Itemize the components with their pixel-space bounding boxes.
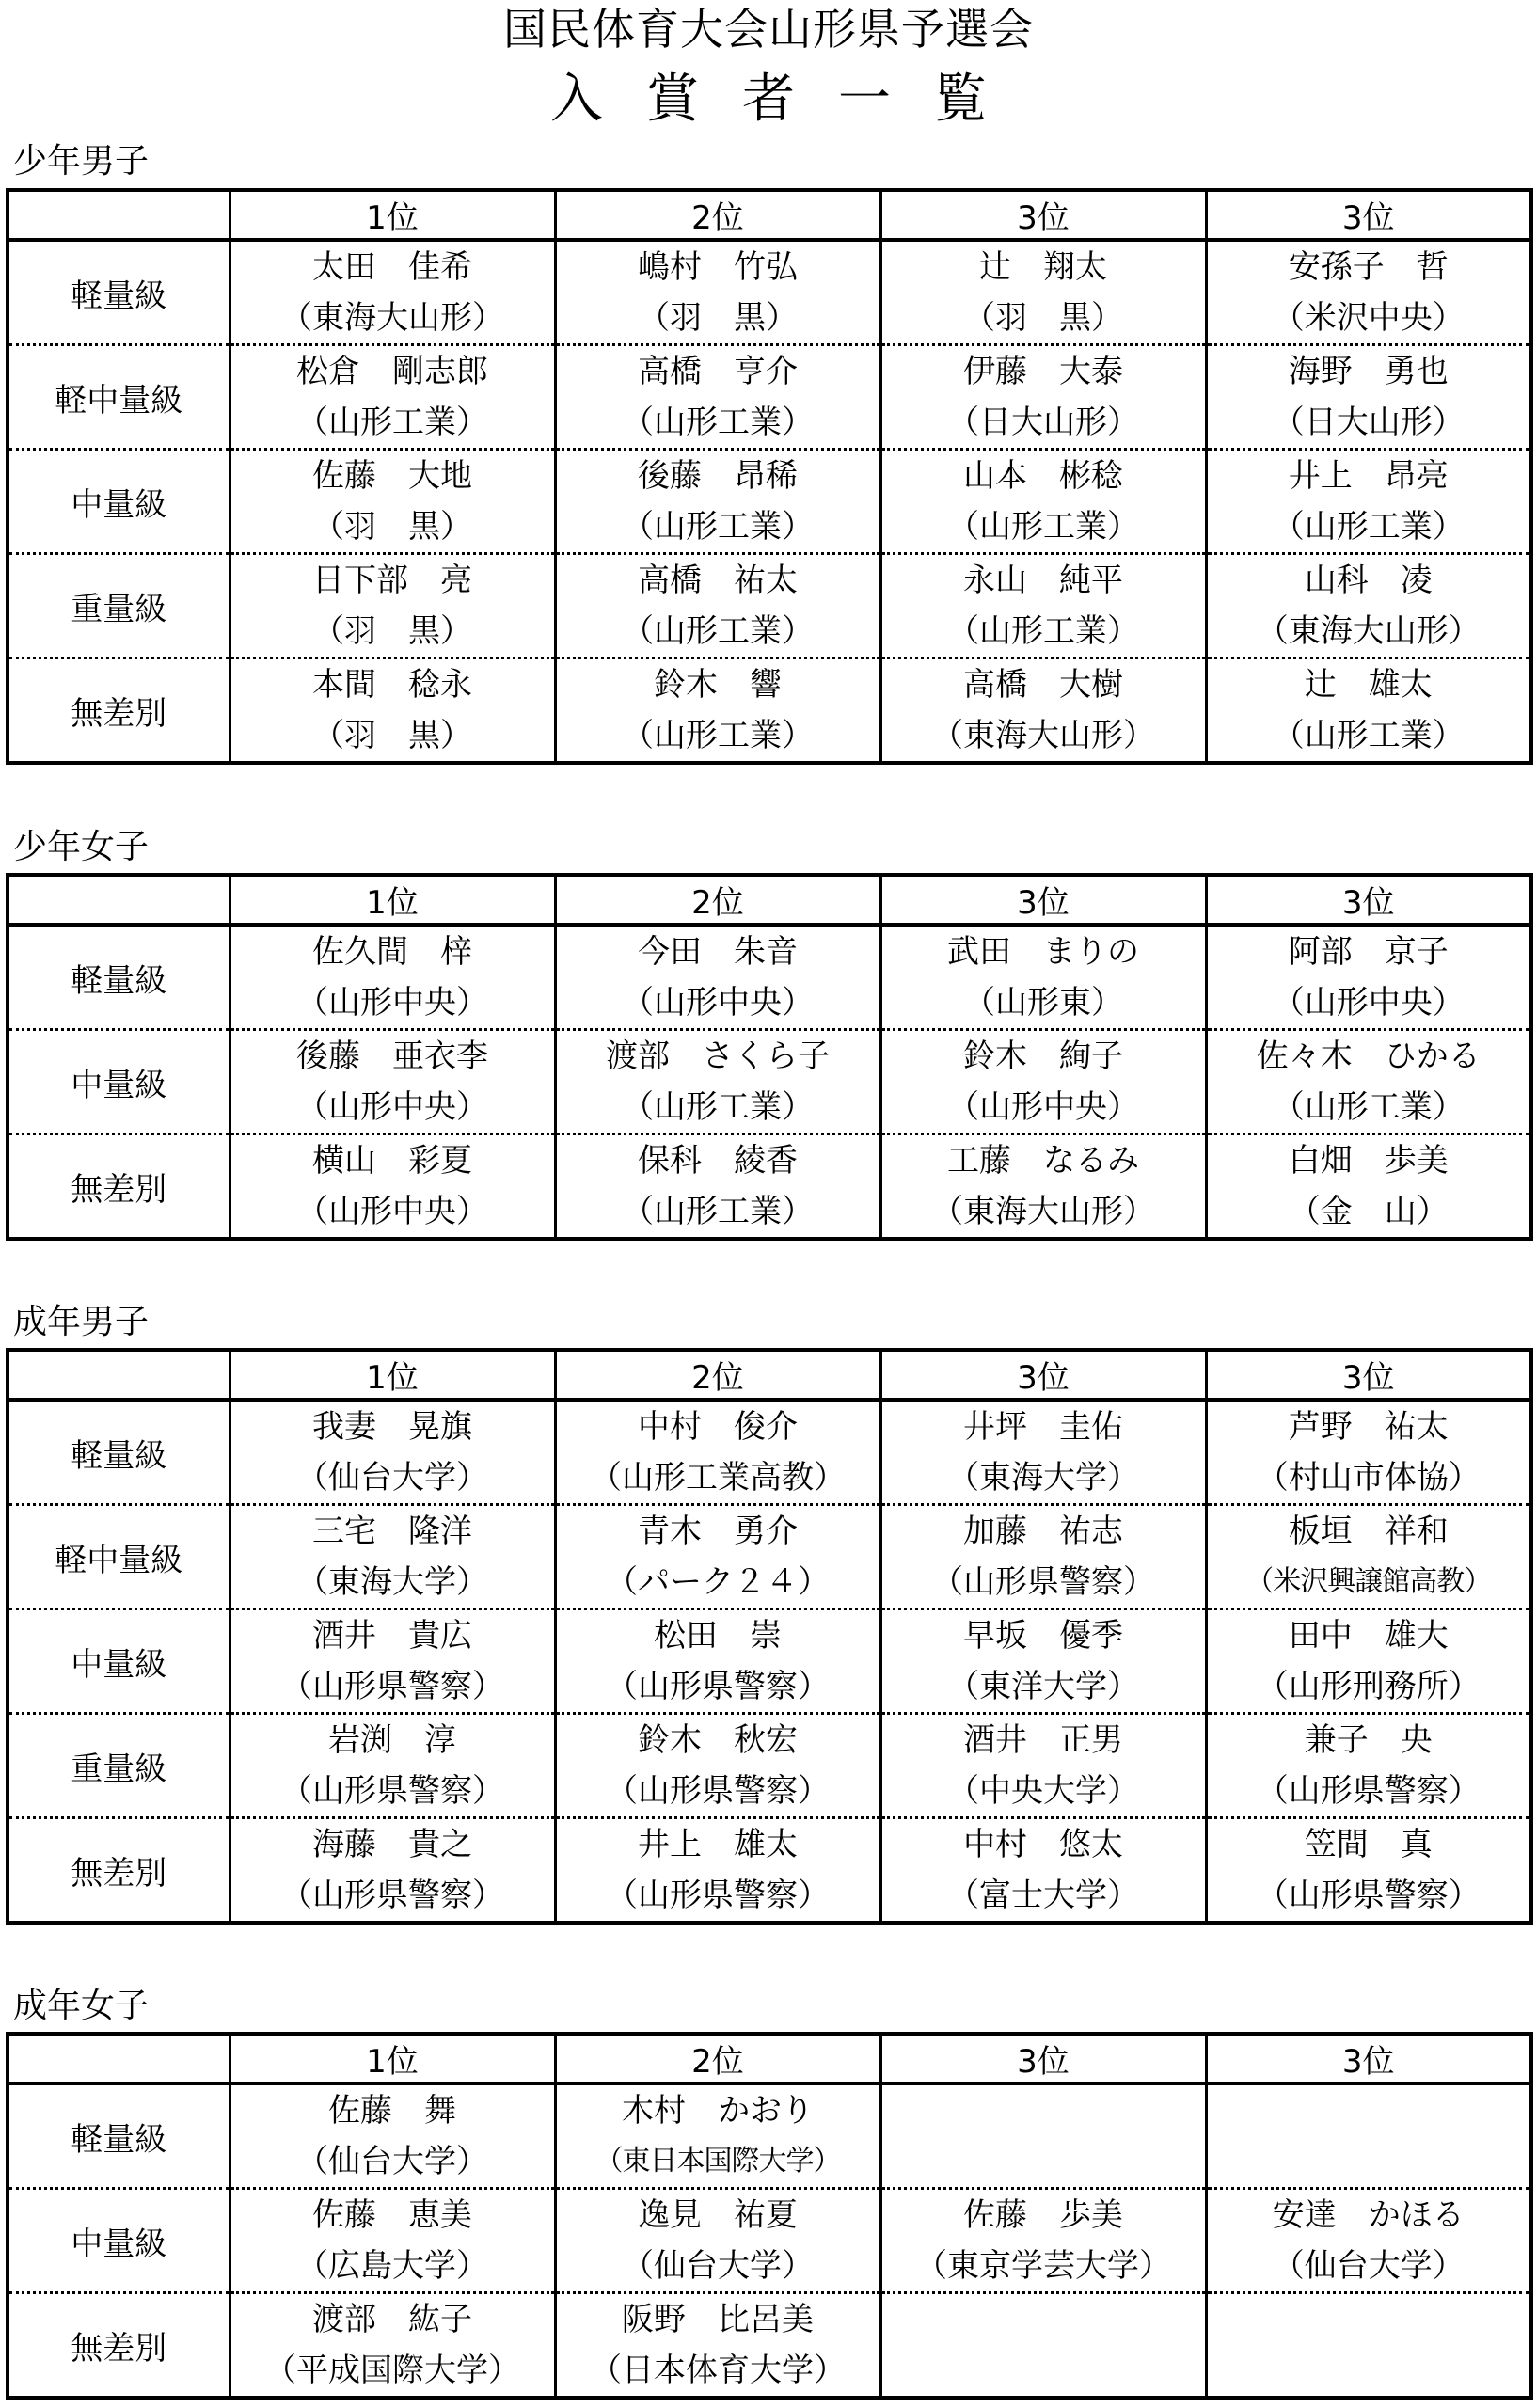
weight-class: 中量級: [8, 1030, 230, 1134]
header-rank: 3位: [880, 1350, 1206, 1400]
athlete-name: 佐藤 舞: [328, 2092, 456, 2130]
affiliation: （平成国際大学）: [264, 2352, 520, 2389]
athlete-name: 井坪 圭佑: [963, 1408, 1123, 1446]
athlete-name: 辻 雄太: [1304, 666, 1433, 704]
result-cell: [880, 1818, 1206, 1924]
affiliation: （山形県警察）: [280, 1877, 504, 1914]
affiliation: （日本体育大学）: [590, 2352, 846, 2389]
header-rank: 3位: [880, 190, 1206, 240]
header-blank: [8, 875, 230, 925]
result-cell: [555, 2083, 880, 2189]
athlete-name: 松田 崇: [654, 1617, 782, 1655]
athlete-name: 佐藤 大地: [312, 457, 472, 495]
result-cell: [1206, 1030, 1531, 1134]
header-row: [8, 1350, 1531, 1400]
header-rank: 2位: [555, 2034, 880, 2083]
affiliation: （山形県警察）: [606, 1772, 830, 1810]
result-cell: [230, 1134, 555, 1240]
athlete-name: 今田 朱音: [638, 933, 798, 971]
header-row: [8, 2034, 1531, 2083]
result-cell: [555, 1400, 880, 1505]
affiliation: （山形工業）: [947, 612, 1139, 650]
header-rank: 1位: [230, 1350, 555, 1400]
athlete-name: 松倉 剛志郎: [296, 353, 488, 390]
affiliation: （山形県警察）: [606, 1877, 830, 1914]
header-rank: 1位: [230, 2034, 555, 2083]
weight-class: 中量級: [8, 2189, 230, 2293]
affiliation: （山形中央）: [622, 984, 814, 1022]
affiliation: （山形工業）: [296, 404, 488, 441]
table-row: [8, 1609, 1531, 1714]
result-cell: [555, 1134, 880, 1240]
athlete-name: 鈴木 秋宏: [638, 1721, 798, 1759]
weight-class: 中量級: [8, 1609, 230, 1714]
weight-class: 無差別: [71, 1854, 167, 1893]
result-cell: [880, 345, 1206, 450]
weight-class: 重量級: [8, 554, 230, 658]
affiliation: （仙台大学）: [296, 1459, 488, 1497]
athlete-name: 阿部 京子: [1288, 933, 1449, 971]
affiliation: （日大山形）: [947, 404, 1139, 441]
header-rank: 3位: [1206, 2034, 1531, 2083]
athlete-name: 辻 翔太: [979, 248, 1107, 286]
affiliation: （山形県警察）: [280, 1772, 504, 1810]
affiliation: （村山市体協）: [1256, 1459, 1481, 1497]
header-rank: 3位: [1206, 1350, 1531, 1400]
header-rank: 3位: [880, 875, 1206, 925]
athlete-name: 芦野 祐太: [1288, 1408, 1449, 1446]
result-cell: [880, 1030, 1206, 1134]
table-row: [8, 658, 1531, 764]
athlete-name: 山本 彬稔: [963, 457, 1123, 495]
athlete-name: 兼子 央: [1304, 1721, 1433, 1759]
weight-class: 軽量級: [8, 2083, 230, 2189]
result-cell: [230, 1714, 555, 1818]
athlete-name: 笠間 真: [1304, 1826, 1433, 1863]
athlete-name: 工藤 なるみ: [947, 1142, 1139, 1180]
header-rank: 3位: [1206, 190, 1531, 240]
affiliation: （山形県警察）: [280, 1668, 504, 1705]
athlete-name: 高橋 亨介: [638, 353, 798, 390]
page-title: 国民体育大会山形県予選会: [503, 4, 1034, 55]
affiliation: （羽 黒）: [963, 299, 1123, 337]
result-cell: [230, 1609, 555, 1714]
result-cell: [880, 1714, 1206, 1818]
result-cell: [230, 658, 555, 764]
section-label-women: 成年女子: [13, 1987, 150, 2025]
athlete-name: 安達 かほる: [1272, 2196, 1465, 2234]
athlete-name: 岩渕 淳: [328, 1721, 456, 1759]
result-cell: [880, 450, 1206, 554]
athlete-name: 太田 佳希: [312, 248, 472, 286]
result-cell: [1206, 1505, 1531, 1609]
result-cell: [230, 2293, 555, 2399]
athlete-name: 佐藤 歩美: [963, 2196, 1123, 2234]
athlete-name: 鈴木 絢子: [963, 1038, 1123, 1075]
result-cell: [1206, 2189, 1531, 2293]
athlete-name: 阪野 比呂美: [622, 2301, 814, 2338]
result-cell: [555, 2293, 880, 2399]
result-cell: [880, 554, 1206, 658]
athlete-name: 酒井 貴広: [312, 1617, 472, 1655]
athlete-name: 永山 純平: [963, 562, 1123, 599]
header-blank: [8, 190, 230, 240]
table-row: [8, 1714, 1531, 1818]
result-cell: [230, 450, 555, 554]
result-cell: [1206, 1400, 1531, 1505]
table-row: [8, 2189, 1531, 2293]
result-cell-empty: [1206, 2293, 1531, 2399]
athlete-name: 保科 綾香: [638, 1142, 798, 1180]
athlete-name: 中村 俊介: [638, 1408, 798, 1446]
result-cell: [555, 925, 880, 1030]
affiliation: （山形工業高教）: [590, 1459, 846, 1497]
header-blank: [8, 1350, 230, 1400]
table-row: [8, 554, 1531, 658]
affiliation: （東海大山形）: [1256, 612, 1481, 650]
result-cell: [880, 1134, 1206, 1240]
affiliation: （山形県警察）: [1256, 1772, 1481, 1810]
header-rank: 1位: [230, 190, 555, 240]
header-rank: 3位: [1206, 875, 1531, 925]
results-table-boys: [6, 188, 1533, 765]
result-cell-empty: [1206, 2083, 1531, 2189]
affiliation: （山形県警察）: [1256, 1877, 1481, 1914]
result-cell: [1206, 1609, 1531, 1714]
athlete-name: 井上 昂亮: [1288, 457, 1449, 495]
header-row: [8, 190, 1531, 240]
affiliation: （山形工業）: [622, 717, 814, 754]
affiliation: （東京学芸大学）: [915, 2247, 1171, 2285]
result-cell: [1206, 240, 1531, 345]
result-cell: [555, 1505, 880, 1609]
header-rank: 2位: [555, 190, 880, 240]
affiliation: （仙台大学）: [1272, 2247, 1465, 2285]
athlete-name: 加藤 祐志: [963, 1513, 1123, 1550]
athlete-name: 後藤 亜衣李: [296, 1038, 488, 1075]
affiliation: （山形工業）: [622, 508, 814, 546]
affiliation: （羽 黒）: [312, 612, 472, 650]
affiliation: （山形東）: [963, 984, 1123, 1022]
result-cell: [230, 1505, 555, 1609]
result-cell: [1206, 450, 1531, 554]
result-cell: [880, 925, 1206, 1030]
table-row: [8, 1818, 1531, 1924]
header-rank: 3位: [880, 2034, 1206, 2083]
affiliation: （仙台大学）: [622, 2247, 814, 2285]
affiliation: （山形工業）: [1272, 1088, 1465, 1126]
result-cell: [1206, 1134, 1531, 1240]
result-cell: [555, 1609, 880, 1714]
result-cell: [1206, 1818, 1531, 1924]
result-cell: [555, 345, 880, 450]
result-cell: [230, 240, 555, 345]
table-row: [8, 2293, 1531, 2399]
athlete-name: 井上 雄太: [638, 1826, 798, 1863]
affiliation: （山形工業）: [622, 1193, 814, 1230]
athlete-name: 本間 稔永: [312, 666, 472, 704]
athlete-name: 武田 まりの: [947, 933, 1139, 971]
result-cell: [1206, 925, 1531, 1030]
result-cell: [880, 2189, 1206, 2293]
athlete-name: 鈴木 響: [654, 666, 782, 704]
result-cell: [1206, 658, 1531, 764]
result-cell: [555, 1030, 880, 1134]
affiliation: （米沢興譲館高教）: [1245, 1565, 1492, 1598]
results-table-girls: [6, 873, 1533, 1241]
table-row: [8, 1505, 1531, 1609]
affiliation: （東海大学）: [296, 1563, 488, 1601]
affiliation: （山形中央）: [1272, 984, 1465, 1022]
result-cell: [230, 2189, 555, 2293]
affiliation: （パーク２４）: [606, 1563, 830, 1601]
result-cell: [555, 554, 880, 658]
athlete-name: 横山 彩夏: [312, 1142, 472, 1180]
table-row: [8, 450, 1531, 554]
athlete-name: 佐々木 ひかる: [1256, 1038, 1481, 1075]
weight-class: 軽量級: [8, 1400, 230, 1505]
weight-class: 無差別: [71, 1170, 167, 1209]
result-cell: [880, 240, 1206, 345]
affiliation: （山形工業）: [1272, 508, 1465, 546]
result-cell: [230, 1400, 555, 1505]
weight-class: 無差別: [71, 694, 167, 733]
affiliation: （東海大山形）: [931, 1193, 1155, 1230]
affiliation: （仙台大学）: [296, 2143, 488, 2180]
weight-class: 軽中量級: [8, 345, 230, 450]
affiliation: （米沢中央）: [1272, 299, 1465, 337]
table-row: [8, 1134, 1531, 1240]
table-row: [8, 345, 1531, 450]
athlete-name: 田中 雄大: [1288, 1617, 1449, 1655]
header-rank: 2位: [555, 1350, 880, 1400]
section-label-girls: 少年女子: [13, 828, 150, 866]
affiliation: （山形県警察）: [606, 1668, 830, 1705]
affiliation: （中央大学）: [947, 1772, 1139, 1810]
table-row: [8, 240, 1531, 345]
affiliation: （山形工業）: [622, 1088, 814, 1126]
weight-class: 軽中量級: [8, 1505, 230, 1609]
table-row: [8, 2083, 1531, 2189]
athlete-name: 山科 凌: [1304, 562, 1433, 599]
affiliation: （山形県警察）: [931, 1563, 1155, 1601]
affiliation: （東海大山形）: [280, 299, 504, 337]
affiliation: （東海大山形）: [931, 717, 1155, 754]
athlete-name: 早坂 優季: [963, 1617, 1123, 1655]
athlete-name: 後藤 昂稀: [638, 457, 798, 495]
affiliation: （山形中央）: [296, 984, 488, 1022]
header-blank: [8, 2034, 230, 2083]
result-cell: [230, 554, 555, 658]
result-cell: [555, 1714, 880, 1818]
athlete-name: 高橋 大樹: [963, 666, 1123, 704]
result-cell: [230, 1030, 555, 1134]
section-label-men: 成年男子: [13, 1303, 150, 1341]
weight-class: 中量級: [8, 450, 230, 554]
affiliation: （山形工業）: [947, 508, 1139, 546]
result-cell: [230, 345, 555, 450]
results-table-women: [6, 2032, 1533, 2400]
header-rank: 1位: [230, 875, 555, 925]
weight-class: 軽量級: [8, 240, 230, 345]
affiliation: （山形工業）: [622, 612, 814, 650]
affiliation: （山形工業）: [622, 404, 814, 441]
athlete-name: 海藤 貴之: [312, 1826, 472, 1863]
athlete-name: 青木 勇介: [638, 1513, 798, 1550]
athlete-name: 酒井 正男: [963, 1721, 1123, 1759]
athlete-name: 日下部 亮: [312, 562, 472, 599]
athlete-name: 佐藤 恵美: [312, 2196, 472, 2234]
affiliation: （山形中央）: [947, 1088, 1139, 1126]
athlete-name: 木村 かおり: [622, 2092, 814, 2130]
result-cell: [230, 2083, 555, 2189]
result-cell: [880, 658, 1206, 764]
athlete-name: 渡部 さくら子: [606, 1038, 830, 1075]
result-cell: [1206, 1714, 1531, 1818]
weight-class: 重量級: [8, 1714, 230, 1818]
affiliation: （日大山形）: [1272, 404, 1465, 441]
result-cell: [1206, 345, 1531, 450]
affiliation: （山形刑務所）: [1256, 1668, 1481, 1705]
affiliation: （東海大学）: [947, 1459, 1139, 1497]
affiliation: （羽 黒）: [312, 717, 472, 754]
page-subtitle: 入賞者一覧: [550, 69, 1030, 130]
athlete-name: 板垣 祥和: [1288, 1513, 1449, 1550]
athlete-name: 中村 悠太: [963, 1826, 1123, 1863]
result-cell: [555, 450, 880, 554]
result-cell: [555, 240, 880, 345]
affiliation: （東日本国際大学）: [594, 2145, 841, 2178]
affiliation: （山形工業）: [1272, 717, 1465, 754]
athlete-name: 逸見 祐夏: [638, 2196, 798, 2234]
header-row: [8, 875, 1531, 925]
weight-class: 軽量級: [8, 925, 230, 1030]
affiliation: （羽 黒）: [312, 508, 472, 546]
result-cell: [880, 1505, 1206, 1609]
result-cell: [1206, 554, 1531, 658]
athlete-name: 安孫子 哲: [1288, 248, 1449, 286]
table-row: [8, 1030, 1531, 1134]
result-cell: [230, 1818, 555, 1924]
result-cell: [555, 2189, 880, 2293]
affiliation: （広島大学）: [296, 2247, 488, 2285]
affiliation: （羽 黒）: [638, 299, 798, 337]
athlete-name: 佐久間 梓: [312, 933, 472, 971]
affiliation: （山形中央）: [296, 1193, 488, 1230]
affiliation: （金 山）: [1288, 1193, 1449, 1230]
result-cell: [880, 1609, 1206, 1714]
result-cell: [230, 925, 555, 1030]
result-cell: [555, 658, 880, 764]
section-label-boys: 少年男子: [13, 142, 150, 181]
athlete-name: 高橋 祐太: [638, 562, 798, 599]
affiliation: （山形中央）: [296, 1088, 488, 1126]
athlete-name: 白畑 歩美: [1288, 1142, 1449, 1180]
athlete-name: 海野 勇也: [1288, 353, 1449, 390]
athlete-name: 我妻 晃旗: [312, 1408, 472, 1446]
results-table-men: [6, 1348, 1533, 1925]
result-cell: [880, 1400, 1206, 1505]
result-cell: [555, 1818, 880, 1924]
table-row: [8, 1400, 1531, 1505]
affiliation: （富士大学）: [947, 1877, 1139, 1914]
athlete-name: 三宅 隆洋: [312, 1513, 472, 1550]
athlete-name: 嶋村 竹弘: [638, 248, 798, 286]
weight-class: 無差別: [71, 2329, 167, 2368]
athlete-name: 伊藤 大泰: [963, 353, 1123, 390]
result-cell-empty: [880, 2293, 1206, 2399]
athlete-name: 渡部 紘子: [312, 2301, 472, 2338]
affiliation: （東洋大学）: [947, 1668, 1139, 1705]
result-cell-empty: [880, 2083, 1206, 2189]
table-row: [8, 925, 1531, 1030]
header-rank: 2位: [555, 875, 880, 925]
